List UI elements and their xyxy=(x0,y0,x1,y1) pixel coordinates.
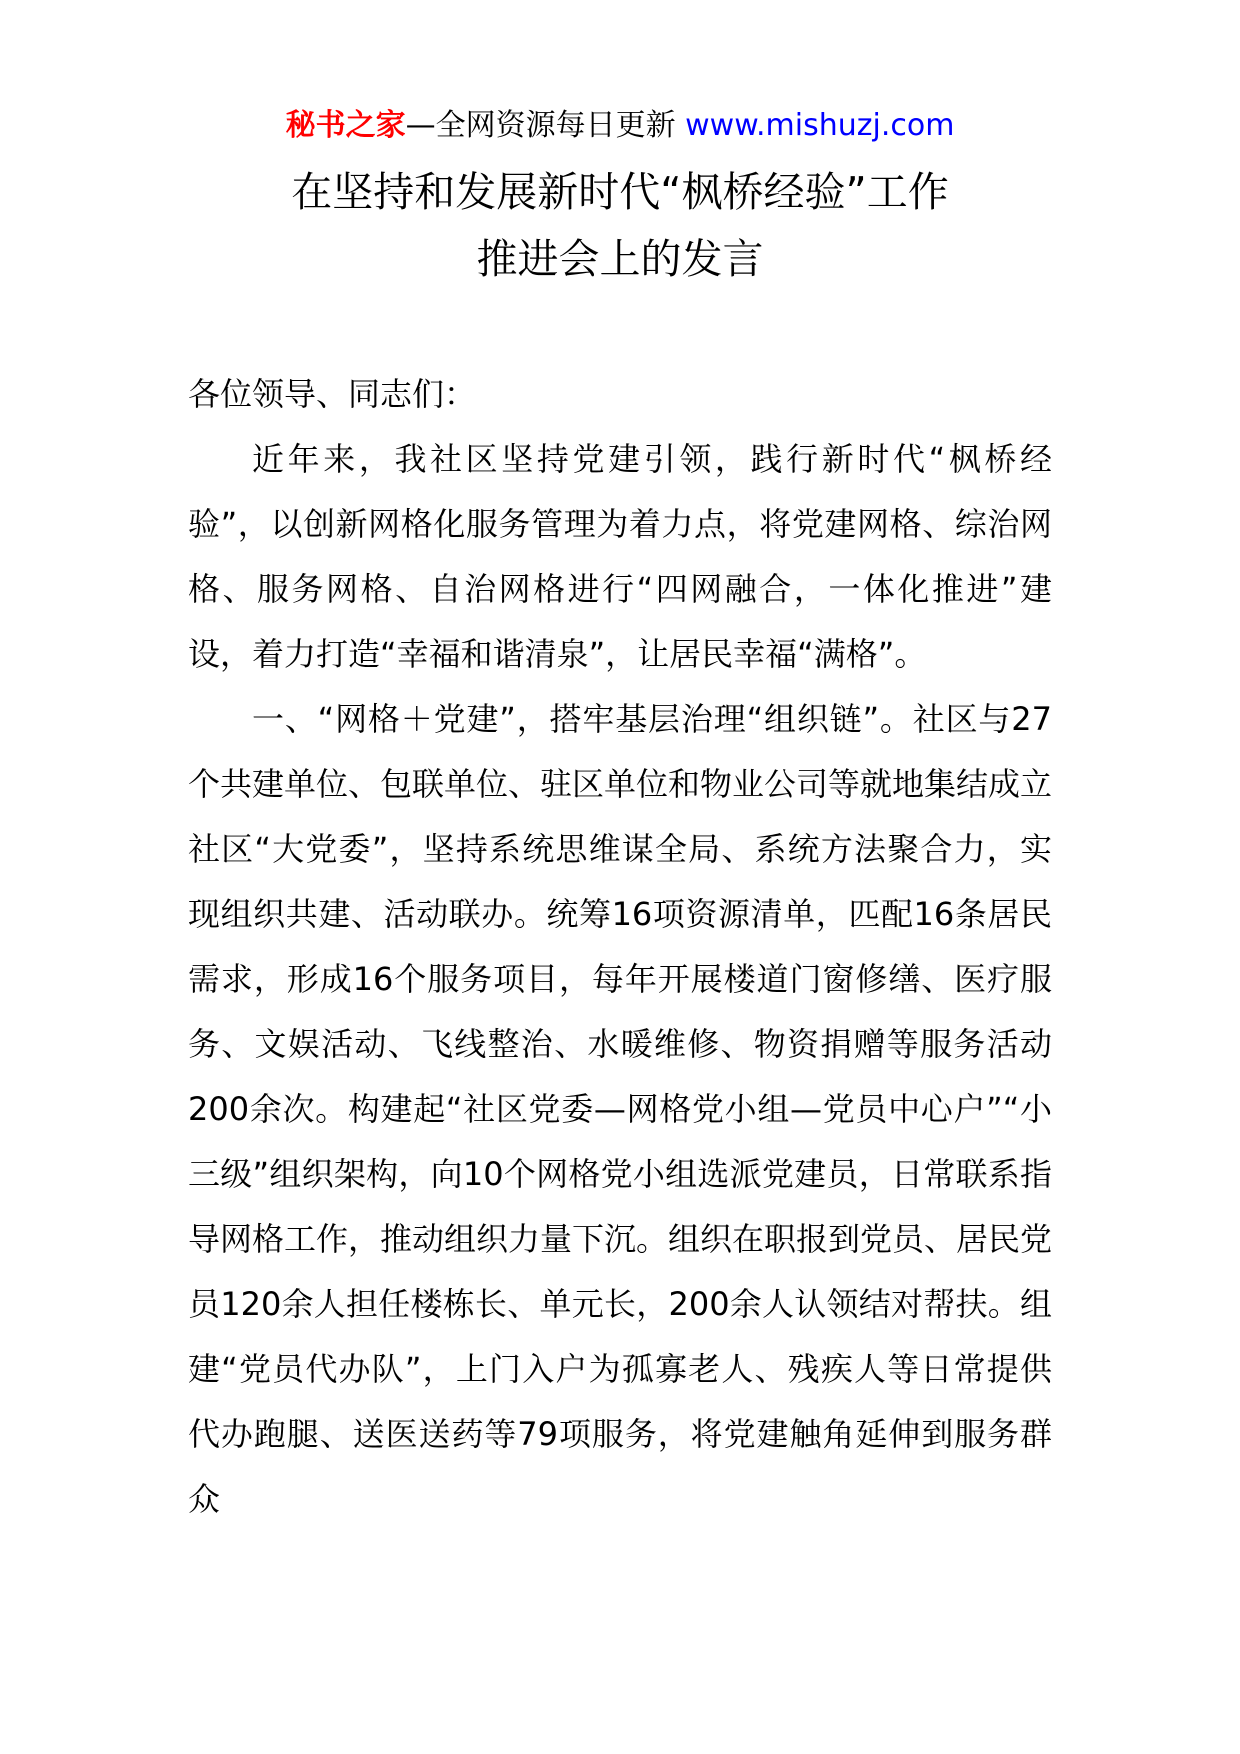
site-tagline: —全网资源每日更新 xyxy=(405,108,686,143)
site-header xyxy=(0,104,1240,148)
site-url-link[interactable]: www.mishuzj.com xyxy=(685,108,955,143)
paragraph-section-one: 一、“网格＋党建”，搭牢基层治理“组织链”。社区与27个共建单位、包联单位、驻区单位和物业公司等就地集结成立社区“大党委”，坚持系统思维谋全局、系统方法聚合力，实现组织共建、活动联办。统筹16项资源清单，匹配16条居民需求，形成16个服务项目，每年开展楼道门窗修缮、医疗服务、文娱活动、飞线整治、水暖维修、物资捐赠等服务活动200余次。构建起“社区党委—网格党小组—党员中心户”“小三级”组织架构，向10个网格党小组选派党建员，日常联系指导网格工作，推动组织力量下沉。组织在职报到党员、居民党员120余人担任楼栋长、单元长，200余人认领结对帮扶。组建“党员代办队”，上门入户为孤寡老人、残疾人等日常提供代办跑腿、送医送药等79项服务，将党建触角延伸到服务群众 xyxy=(188,700,1053,1518)
document-body xyxy=(188,362,1052,1532)
document-title-line-1: 在坚持和发展新时代“枫桥经验”工作 xyxy=(291,168,949,216)
paragraph-intro: 近年来，我社区坚持党建引领，践行新时代“枫桥经验”，以创新网格化服务管理为着力点，将党建网格、综治网格、服务网格、自治网格进行“四网融合，一体化推进”建设，着力打造“幸福和谐清泉”，让居民幸福“满格”。 xyxy=(188,440,1052,673)
salutation: 各位领导、同志们： xyxy=(188,375,477,413)
site-brand: 秘书之家 xyxy=(285,108,406,143)
document-title-line-2: 推进会上的发言 xyxy=(476,235,764,283)
